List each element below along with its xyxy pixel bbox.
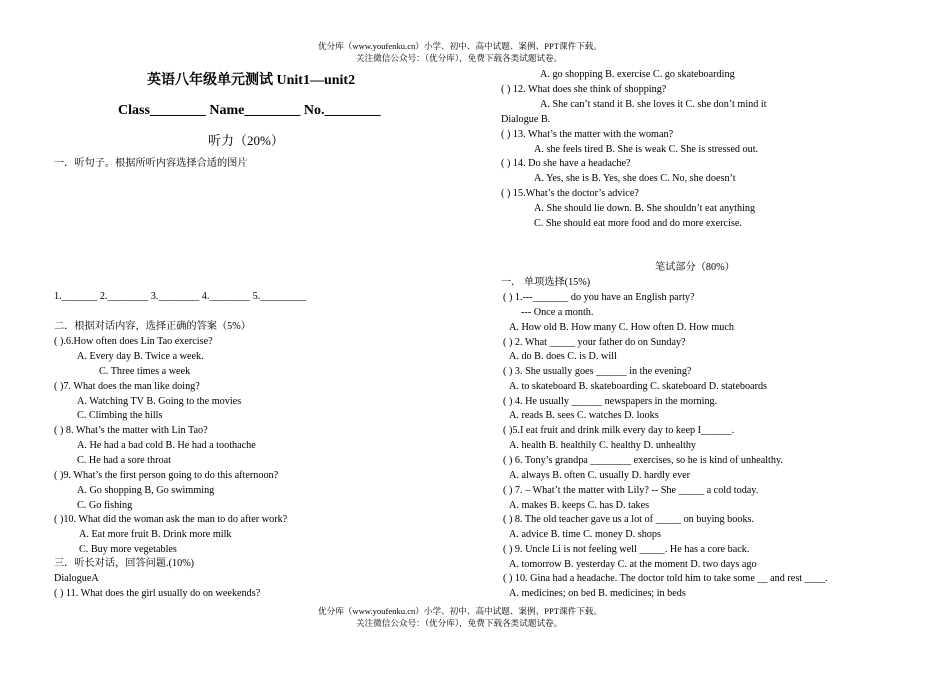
dialogue-b-label: Dialogue B.: [501, 114, 551, 125]
question-6-options-ab: A. Every day B. Twice a week.: [77, 351, 204, 362]
section1-heading: 一．听句子。根据所听内容选择合适的图片: [54, 158, 248, 169]
section1-blanks: 1._______ 2.________ 3.________ 4.________ 5._________: [54, 291, 307, 302]
written-question-2: ( ) 2. What _____ your father do on Sunday?: [503, 337, 686, 348]
written-question-3-options: A. to skateboard B. skateboarding C. skateboard D. stateboards: [509, 381, 768, 392]
written-section-title: 笔试部分（80%）: [655, 262, 735, 273]
class-name-line: Class________ Name________ No.________: [118, 103, 381, 118]
question-8: ( ) 8. What’s the matter with Lin Tao?: [54, 425, 208, 436]
question-7-options-ab: A. Watching TV B. Going to the movies: [77, 396, 242, 407]
question-7: ( )7. What does the man like doing?: [54, 381, 200, 392]
question-9-options-ab: A. Go shopping B, Go swimming: [77, 485, 215, 496]
question-15: ( ) 15.What’s the doctor’s advice?: [501, 188, 639, 199]
question-13: ( ) 13. What’s the matter with the woman?: [501, 129, 674, 140]
written-question-8: ( ) 8. The old teacher gave us a lot of _____ on buying books.: [503, 514, 755, 525]
written-question-6-options: A. always B. often C. usually D. hardly ever: [509, 470, 691, 481]
written-question-1-options: A. How old B. How many C. How often D. How much: [509, 322, 734, 333]
section2-heading: 二．根据对话内容，选择正确的答案（5%）: [54, 321, 251, 332]
question-15-option-c: C. She should eat more food and do more exercise.: [534, 218, 742, 229]
question-10-options-ab: A. Eat more fruit B. Drink more milk: [79, 529, 232, 540]
question-9-option-c: C. Go fishing: [77, 500, 133, 511]
question-11: ( ) 11. What does the girl usually do on weekends?: [54, 588, 261, 599]
question-15-options-ab: A. She should lie down. B. She shouldn’t eat anything: [534, 203, 756, 214]
written-question-2-options: A. do B. does C. is D. will: [509, 351, 617, 362]
written-question-4-options: A. reads B. sees C. watches D. looks: [509, 410, 659, 421]
written-question-6: ( ) 6. Tony’s grandpa ________ exercises, so he is kind of unhealthy.: [503, 455, 783, 466]
question-10-option-c: C. Buy more vegetables: [79, 544, 177, 555]
written-question-10: ( ) 10. Gina had a headache. The doctor told him to take some __ and rest ____.: [503, 573, 828, 584]
dialogue-a-label: DialogueA: [54, 573, 99, 584]
written-question-7: ( ) 7. – What’t the matter with Lily? -- She _____ a cold today.: [503, 485, 759, 496]
written-question-9-options: A. tomorrow B. yesterday C. at the moment D. two days ago: [509, 559, 757, 570]
header-line-1: 优分库（www.youfenku.cn）小学、初中、高中试题、案例、PPT课件下载。: [318, 41, 602, 51]
question-9: ( )9. What’s the first person going to do this afternoon?: [54, 470, 279, 481]
question-13-options: A. she feels tired B. She is weak C. She is stressed out.: [534, 144, 759, 155]
written-question-1: ( ) 1.---_______ do you have an English party?: [503, 292, 695, 303]
question-8-options-ab: A. He had a bad cold B. He had a toothache: [77, 440, 256, 451]
written-question-1-reply: --- Once a month.: [521, 307, 594, 318]
question-12: ( ) 12. What does she think of shopping?: [501, 84, 667, 95]
multiple-choice-heading: 一． 单项选择(15%): [501, 277, 591, 288]
section3-heading: 三．听长对话，回答问题.(10%): [54, 558, 195, 569]
footer-line-1: 优分库（www.youfenku.cn）小学、初中、高中试题、案例、PPT课件下载。: [318, 606, 602, 616]
written-question-10-options: A. medicines; on bed B. medicines; in beds: [509, 588, 686, 599]
written-question-5-options: A. health B. healthily C. healthy D. unhealthy: [509, 440, 697, 451]
written-question-4: ( ) 4. He usually ______ newspapers in the morning.: [503, 396, 718, 407]
written-question-7-options: A. makes B. keeps C. has D. takes: [509, 500, 650, 511]
page-title: 英语八年级单元测试 Unit1—unit2: [147, 73, 356, 88]
written-question-5: ( )5.I eat fruit and drink milk every day to keep I______.: [503, 425, 735, 436]
question-12-options: A. She can’t stand it B. she loves it C. she don’t mind it: [540, 99, 767, 110]
written-question-3: ( ) 3. She usually goes ______ in the evening?: [503, 366, 692, 377]
question-6-option-c: C. Three times a week: [99, 366, 191, 377]
question-6: ( ).6.How often does Lin Tao exercise?: [54, 336, 213, 347]
written-question-8-options: A. advice B. time C. money D. shops: [509, 529, 661, 540]
question-10: ( )10. What did the woman ask the man to do after work?: [54, 514, 288, 525]
written-question-9: ( ) 9. Uncle Li is not feeling well _____. He has a core back.: [503, 544, 750, 555]
footer-line-2: 关注微信公众号：（优分库），免费下载各类试题试卷。: [356, 618, 563, 628]
question-8-option-c: C. He had a sore throat: [77, 455, 171, 466]
question-14: ( ) 14. Do she have a headache?: [501, 158, 631, 169]
question-14-options: A. Yes, she is B. Yes, she does C. No, she doesn’t: [534, 173, 736, 184]
listening-title: 听力（20%）: [208, 133, 284, 148]
question-7-option-c: C. Climbing the hills: [77, 410, 163, 421]
question-11-options: A. go shopping B. exercise C. go skateboarding: [540, 69, 735, 80]
header-line-2: 关注微信公众号：（优分库），免费下载各类试题试卷。: [356, 53, 563, 63]
